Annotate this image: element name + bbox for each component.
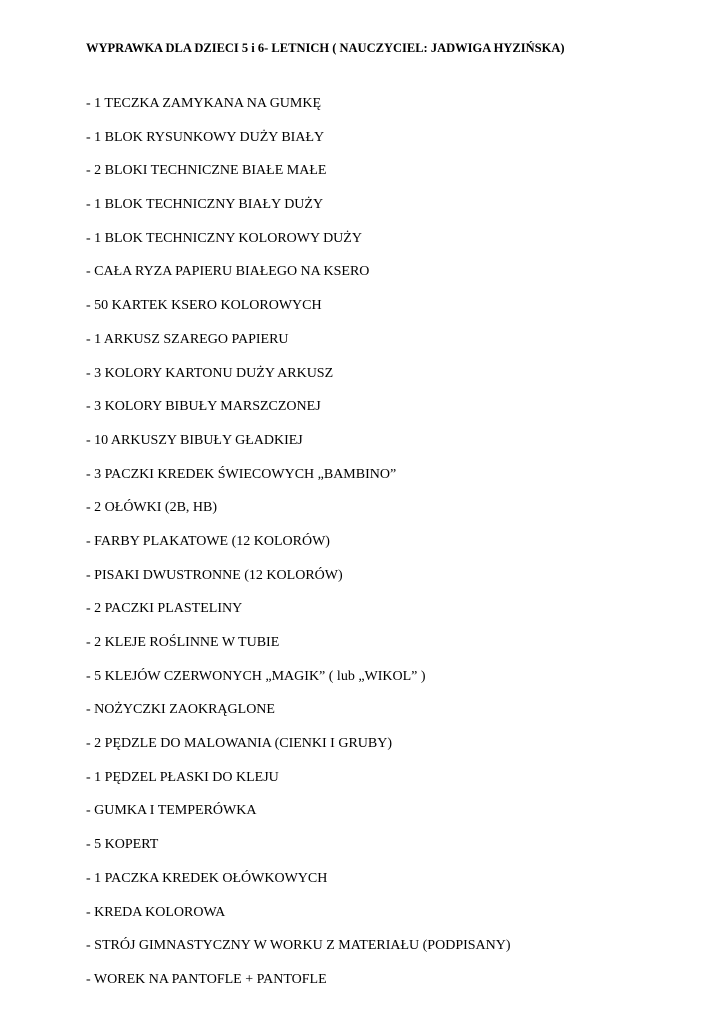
list-item: - 2 PACZKI PLASTELINY	[86, 601, 243, 617]
document-title: WYPRAWKA DLA DZIECI 5 i 6- LETNICH ( NAUCZYCIEL: JADWIGA HYZIŃSKA)	[86, 41, 565, 55]
list-item: - PISAKI DWUSTRONNE (12 KOLORÓW)	[86, 567, 343, 583]
list-item: - KREDA KOLOROWA	[86, 904, 226, 920]
list-item: - 1 BLOK RYSUNKOWY DUŻY BIAŁY	[86, 129, 325, 145]
list-item: - 5 KLEJÓW CZERWONYCH „MAGIK” ( lub „WIKOL” )	[86, 668, 426, 684]
list-item: - 1 TECZKA ZAMYKANA NA GUMKĘ	[86, 96, 322, 111]
list-item: - STRÓJ GIMNASTYCZNY W WORKU Z MATERIAŁU (PODPISANY)	[86, 938, 511, 954]
list-item: - 1 ARKUSZ SZAREGO PAPIERU	[86, 331, 289, 347]
list-item: - 5 KOPERT	[86, 837, 159, 853]
list-item: - WOREK NA PANTOFLE + PANTOFLE	[86, 971, 327, 987]
list-item: - 50 KARTEK KSERO KOLOROWYCH	[86, 298, 322, 314]
list-item: - 1 BLOK TECHNICZNY BIAŁY DUŻY	[86, 197, 324, 213]
list-item: - 3 KOLORY BIBUŁY MARSZCZONEJ	[86, 399, 321, 415]
list-item: - FARBY PLAKATOWE (12 KOLORÓW)	[86, 533, 330, 549]
list-item: - 3 PACZKI KREDEK ŚWIECOWYCH „BAMBINO”	[86, 466, 397, 482]
list-item: - 2 KLEJE ROŚLINNE W TUBIE	[86, 635, 280, 650]
list-item: - GUMKA I TEMPERÓWKA	[86, 803, 257, 819]
list-item: - 1 PACZKA KREDEK OŁÓWKOWYCH	[86, 870, 328, 886]
list-item: - 2 PĘDZLE DO MALOWANIA (CIENKI I GRUBY)	[86, 736, 393, 752]
list-item: - 2 BLOKI TECHNICZNE BIAŁE MAŁE	[86, 163, 327, 179]
list-item: - CAŁA RYZA PAPIERU BIAŁEGO NA KSERO	[86, 264, 370, 280]
list-item: - 1 PĘDZEL PŁASKI DO KLEJU	[86, 769, 279, 785]
supply-list	[86, 94, 511, 1004]
list-item: - 3 KOLORY KARTONU DUŻY ARKUSZ	[86, 365, 334, 381]
list-item: - NOŻYCZKI ZAOKRĄGLONE	[86, 702, 275, 718]
list-item: - 10 ARKUSZY BIBUŁY GŁADKIEJ	[86, 432, 303, 448]
list-item: - 2 OŁÓWKI (2B, HB)	[86, 500, 218, 516]
list-item: - 1 BLOK TECHNICZNY KOLOROWY DUŻY	[86, 230, 362, 246]
